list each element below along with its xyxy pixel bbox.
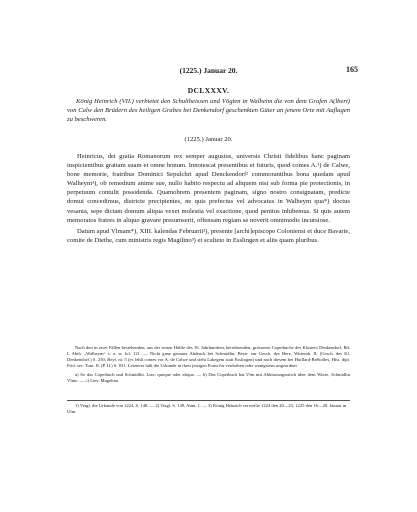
footnotes bbox=[67, 403, 350, 416]
charter-datum-paragraph: Datum apud Vlmam*), XIII. kalendas Februarii²), presente [archi]episcopo Coloniensi et duce Bavarie, comite de Diethe, cum ministris regis Magilino³) et sculteto in Esslingen et aliis quam pluribus. bbox=[67, 227, 350, 244]
footnote-line: 1) Vergl. die Urkunde von 1224, S. 148. — 2) Vergl. S. 149, Anm. 1. — 3) König Heinrich verweilte 1224 den 20—23, 1225 den 16—20. Januar in Ulm. bbox=[67, 403, 347, 415]
document-date: (1225.) Januar 20. bbox=[184, 136, 233, 143]
document-title: König Heinrich (VII.) verbietet den Schultheissen und Vögten in Walheim die von dem Grafen A(lbert) von Calw den Brüdern des heiligen Grabes bei Denkendorf geschenkten Güter an jenem Orte mit Auflagen zu beschweren. bbox=[67, 98, 350, 124]
charter-paragraph: Heinricus, dei gratia Romanorum rex semper augustus, universis Christi fidelibus hanc paginam inspicientibus gratiam suam et omne bonum. Innotescat presentibus et futuris, quod comes A.¹) de Calwe, bone memorie, fratribus Dominici Sepulchri apud Denckendorf² commorantibus bona quedam apud Walheym³), ob remedium anime sue, nullo habito respectu ad aliquem nisi sub forma pie protectionis, in perpetuum contulit possidenda. Quamobrem presentem paginam, signo nostro consignatam, predicte domui concedimus, districte precipientes, ne quis prefectus vel advocatus in Walheym qua*) doctus vesania, sepe dictam domum aliqua vexet molestia vel exactione, quod penitus inhibemus. Si quis autem memoratos fratres in aliquo gravare presumserit, offensam regiam se noverit omnimodis incursiose. bbox=[67, 153, 350, 224]
charter-text bbox=[67, 152, 350, 245]
page-number: 165 bbox=[346, 65, 358, 74]
source-notes bbox=[67, 345, 350, 385]
source-note-paragraph: Nach den in zwei Fällen bestehenden, aus der ersten Hälfte des 16. Jahrhunderts herrührenden, grösseren Copeibuche des Klosters Denkendorf, Bd. I, Abth. „Walheym“ s. u. w. fol. 121. — Nicht ganz genauer Abdruck bei Schmidlin, Beytr. zur Gesch. des Herz. Wirtemb. II, (Gesch. des Kl. Denkendorf,) S. 250, Beyl. nr. 5 (es fehlt comes vor A. de Calwe und steht Lakegem statt Esslingen) und nach diesem bei Huillard-Bréholles, Hist. dipl. Frid. sec. Tom. II. (P. II.) S. 831. Letzterer hält die Urkunde in ihrer jetzigen Form für verdorben oder wenigstens ungeordnet. bbox=[67, 345, 350, 369]
running-header-date: (1225.) Januar 20. bbox=[179, 66, 238, 75]
footnote-divider bbox=[67, 400, 350, 401]
variant-readings: a) So das Copeibuch und Schmidlin. Lies: quoque oder aliqua. — b) Das Copeibuch hat Vlm mit Abkürzungsstrich über dem Worte, Schmidlin Vlmo. — c) Lies: Magelino. bbox=[67, 372, 350, 384]
document-number: DCLXXXV. bbox=[187, 86, 230, 95]
